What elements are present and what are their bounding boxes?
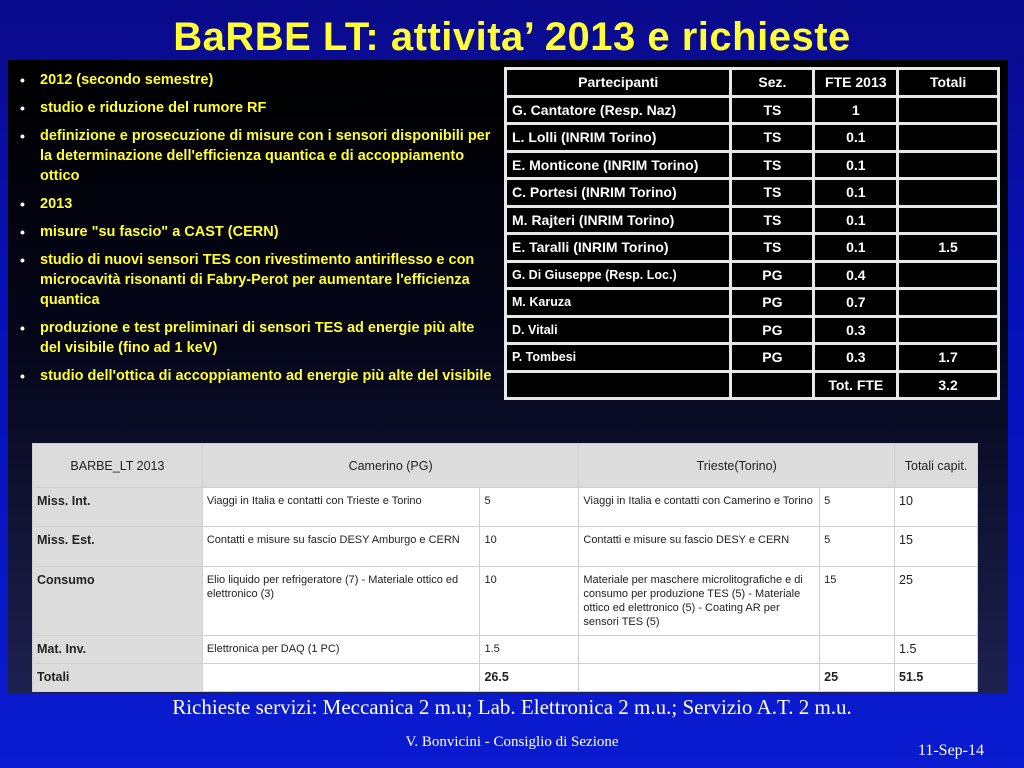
table-row [33,488,978,527]
budget-header-trieste: Trieste(Torino) [579,444,895,488]
participant-total [898,261,999,289]
total-fte-label: Tot. FTE [814,371,898,399]
participant-fte: 0.3 [814,344,898,372]
budget-row-label: Consumo [33,567,203,636]
slide-title: BaRBE LT: attivita’ 2013 e richieste [173,15,851,59]
participant-section: PG [731,344,814,372]
bullet-dot-icon: • [20,320,25,336]
budget-pg-value: 26.5 [480,664,579,692]
table-row [506,344,999,372]
participant-name: L. Lolli (INRIM Torino) [506,124,731,152]
bullet-dot-icon: • [20,128,25,144]
budget-ts-value: 5 [820,527,895,567]
table-total-row [506,371,999,399]
footer-author: V. Bonvicini - Consiglio di Sezione [405,734,619,750]
budget-pg-value: 1.5 [480,636,579,664]
budget-ts-value [820,636,895,664]
participant-fte: 0.3 [814,316,898,344]
bullet-dot-icon: • [20,252,25,268]
participant-section: TS [731,179,814,207]
participant-section: TS [731,124,814,152]
budget-row-label: Mat. Inv. [33,636,203,664]
participant-total [898,289,999,317]
budget-row-total: 1.5 [895,636,978,664]
participant-name: G. Di Giuseppe (Resp. Loc.) [506,261,731,289]
budget-row-label: Totali [33,664,203,692]
participant-total: 1.7 [898,344,999,372]
participant-name: E. Monticone (INRIM Torino) [506,151,731,179]
participant-section: PG [731,289,814,317]
bullet-item: • studio di nuovi sensori TES con rivestimento antiriflesso e con microcavità risonanti di Fabry-Perot per aumentare l'efficienza quantica [20,252,475,308]
budget-pg-desc [202,664,480,692]
table-row [33,527,978,567]
table-row [506,124,999,152]
budget-row-total: 51.5 [895,664,978,692]
table-row [506,316,999,344]
table-row [506,261,999,289]
participant-total [898,206,999,234]
budget-header-project: BARBE_LT 2013 [33,444,203,488]
participant-total [898,151,999,179]
table-row [506,151,999,179]
budget-pg-value: 5 [480,488,579,527]
participant-total [898,179,999,207]
participant-section: TS [731,151,814,179]
bullet-dot-icon: • [20,100,25,116]
participant-name: D. Vitali [506,316,731,344]
participant-name: M. Karuza [506,289,731,317]
bullet-item: • studio dell'ottica di accoppiamento ad energie più alte del visibile [20,368,492,384]
bullet-list [20,70,496,394]
budget-row-label: Miss. Est. [33,527,203,567]
participant-fte: 0.4 [814,261,898,289]
col-header-section: Sez. [731,69,814,97]
budget-pg-value: 10 [480,527,579,567]
table-row [506,179,999,207]
table-row [33,636,978,664]
participant-fte: 0.1 [814,179,898,207]
participant-section: TS [731,234,814,262]
bullet-item: • definizione e prosecuzione di misure con i sensori disponibili per la determinazione dell'efficienza quantica e di accoppiamento ottico [20,128,491,184]
bullet-dot-icon: • [20,368,25,384]
budget-header-camerino: Camerino (PG) [202,444,579,488]
participant-name: C. Portesi (INRIM Torino) [506,179,731,207]
participant-fte: 0.1 [814,234,898,262]
bullet-item: • studio e riduzione del rumore RF [20,100,267,116]
budget-header-row [33,444,978,488]
bullet-item: • 2012 (secondo semestre) [20,72,214,88]
budget-pg-desc: Contatti e misure su fascio DESY Amburgo e CERN [202,527,480,567]
participant-name: E. Taralli (INRIM Torino) [506,234,731,262]
budget-ts-desc [579,664,820,692]
participant-fte: 0.1 [814,151,898,179]
participant-section: PG [731,316,814,344]
participants-table [504,67,1000,400]
empty-cell [506,371,731,399]
budget-ts-desc: Viaggi in Italia e contatti con Camerino e Torino [579,488,820,527]
table-row [506,289,999,317]
budget-pg-desc: Viaggi in Italia e contatti con Trieste e Torino [202,488,480,527]
table-row [506,96,999,124]
participant-section: PG [731,261,814,289]
budget-pg-value: 10 [480,567,579,636]
budget-pg-desc: Elettronica per DAQ (1 PC) [202,636,480,664]
footer-date: 11-Sep-14 [917,742,984,759]
budget-table [32,443,978,692]
participant-name: P. Tombesi [506,344,731,372]
participant-fte: 0.7 [814,289,898,317]
budget-row-total: 25 [895,567,978,636]
budget-ts-desc: Contatti e misure su fascio DESY e CERN [579,527,820,567]
bullet-item: • 2013 [20,196,73,212]
participant-name: G. Cantatore (Resp. Naz) [506,96,731,124]
table-row [33,567,978,636]
budget-row-total: 10 [895,488,978,527]
budget-ts-value: 15 [820,567,895,636]
participant-name: M. Rajteri (INRIM Torino) [506,206,731,234]
col-header-totals: Totali [898,69,999,97]
participant-section: TS [731,206,814,234]
bullet-dot-icon: • [20,72,25,88]
bullet-dot-icon: • [20,224,25,240]
table-row [506,234,999,262]
empty-cell [731,371,814,399]
participant-total [898,96,999,124]
budget-header-totals: Totali capit. [895,444,978,488]
participant-fte: 1 [814,96,898,124]
participant-total [898,316,999,344]
bullet-dot-icon: • [20,196,25,212]
budget-ts-desc [579,636,820,664]
col-header-fte: FTE 2013 [814,69,898,97]
col-header-participants: Partecipanti [506,69,731,97]
participant-section: TS [731,96,814,124]
budget-ts-desc: Materiale per maschere microlitografiche e di consumo per produzione TES (5) - Materiale ottico ed elettronico (5) - Coating AR per sensori TES (5) [579,567,820,636]
budget-total-row [33,664,978,692]
participant-fte: 0.1 [814,124,898,152]
services-request: Richieste servizi: Meccanica 2 m.u; Lab. Elettronica 2 m.u.; Servizio A.T. 2 m.u. [172,695,852,719]
budget-ts-value: 25 [820,664,895,692]
budget-row-label: Miss. Int. [33,488,203,527]
participant-total [898,124,999,152]
budget-row-total: 15 [895,527,978,567]
table-header-row [506,69,999,97]
table-row [506,206,999,234]
participant-fte: 0.1 [814,206,898,234]
bullet-item: • produzione e test preliminari di sensori TES ad energie più alte del visibile (fino ad 1 keV) [20,320,475,356]
total-fte-value: 3.2 [898,371,999,399]
bullet-item: • misure "su fascio" a CAST (CERN) [20,224,279,240]
budget-ts-value: 5 [820,488,895,527]
budget-pg-desc: Elio liquido per refrigeratore (7) - Materiale ottico ed elettronico (3) [202,567,480,636]
participant-total: 1.5 [898,234,999,262]
